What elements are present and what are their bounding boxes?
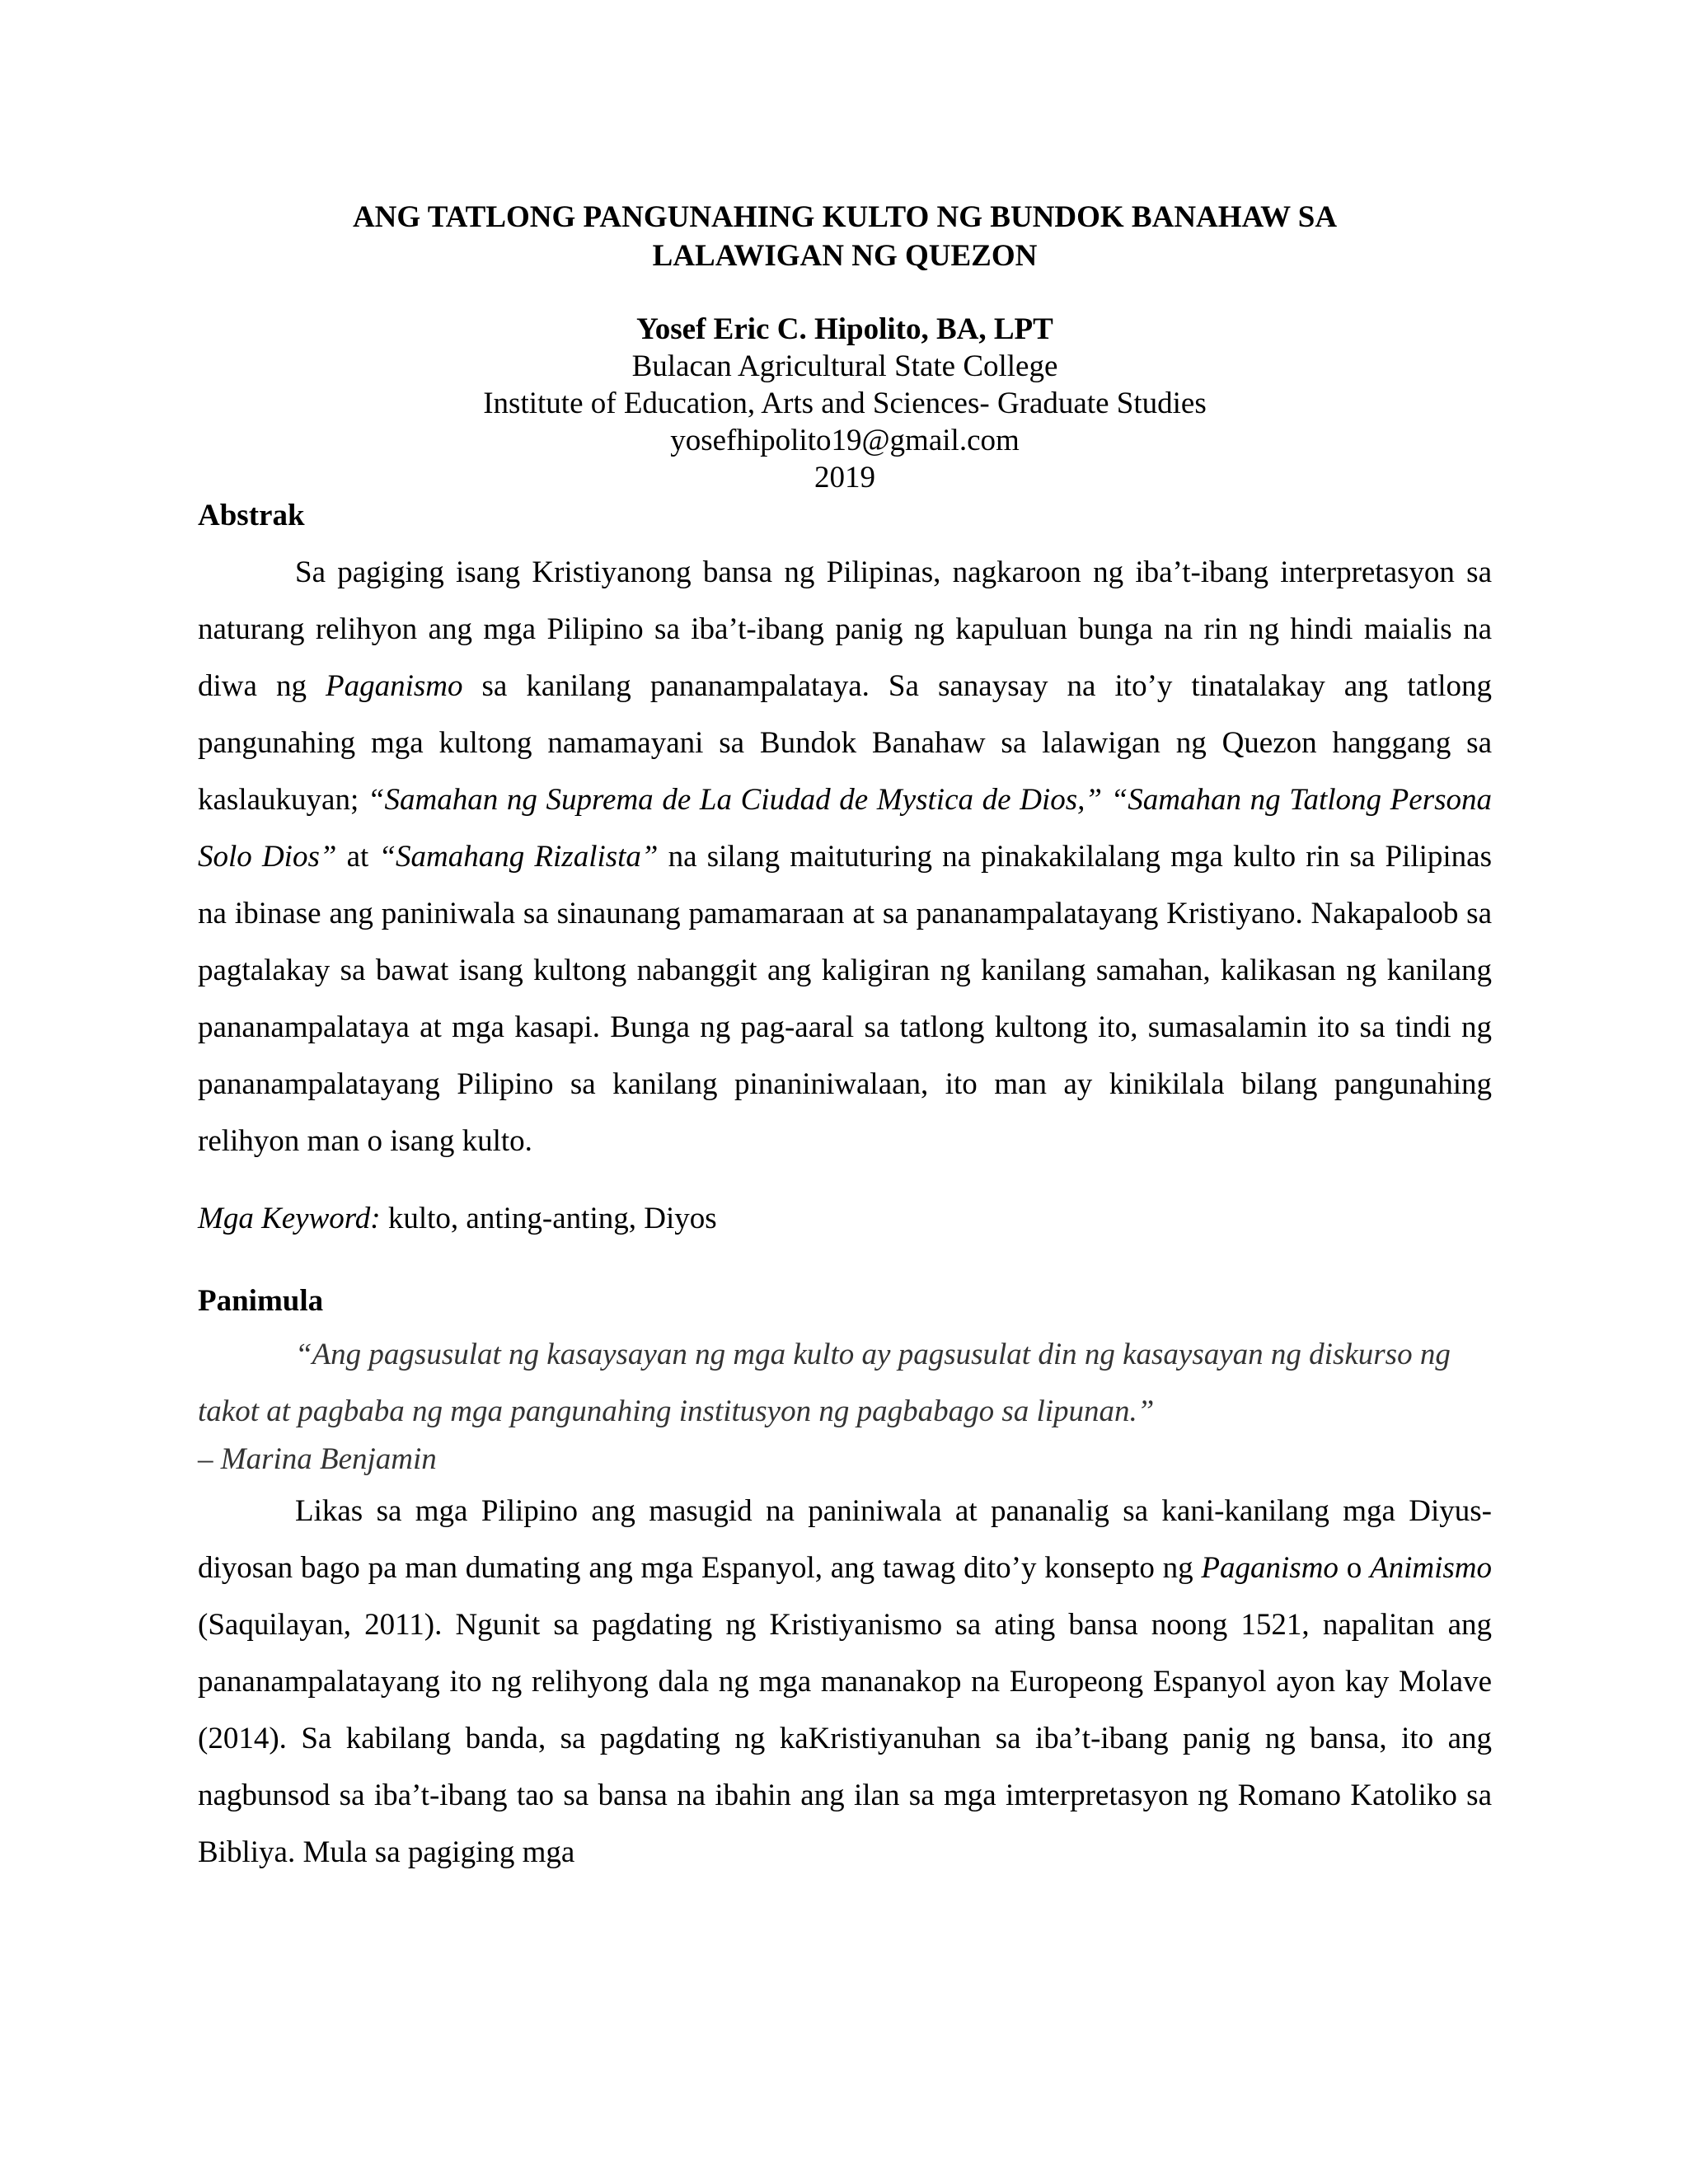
author-block — [198, 311, 1492, 496]
epigraph-quote: “Ang pagsusulat ng kasaysayan ng mga kulto ay pagsusulat din ng kasaysayan ng diskurso ng takot at pagbaba ng mga pangunahing institusyon ng pagbabago sa lipunan.” — [198, 1338, 1451, 1428]
title-line-1: ANG TATLONG PANGUNAHING KULTO NG BUNDOK BANAHAW SA — [352, 200, 1338, 234]
abstract-cult-1: “Samahan ng Suprema de La Ciudad de Mystica de Dios,” — [367, 783, 1102, 817]
panimula-text-o: o — [1338, 1551, 1370, 1585]
author-institution: Bulacan Agricultural State College — [631, 349, 1058, 383]
panimula-italic-paganismo: Paganismo — [1201, 1551, 1339, 1585]
abstract-text-3: na silang maituturing na pinakakilalang mga kulto rin sa Pilipinas na ibinase ang paniniwala sa sinaunang pamamaraan at sa pananampalatayang Kristiyano. Nakapaloob sa pagtalakay sa bawat isang kultong nabanggit ang kaligiran ng kanilang samahan, kalikasan ng kanilang pananampalataya at mga kasapi. Bunga ng pag-aaral sa tatlong kultong ito, sumasalamin ito sa tindi ng pananampalatayang Pilipino sa kanilang pinaniniwalaan, ito man ay kinikilala bilang pangunahing relihyon man o isang kulto. — [198, 840, 1492, 1158]
abstract-heading: Abstrak — [198, 499, 305, 532]
keywords-label: Mga Keyword: — [198, 1202, 381, 1235]
keywords-values: kulto, anting-anting, Diyos — [380, 1202, 717, 1235]
panimula-heading: Panimula — [198, 1284, 324, 1318]
panimula-text-1: Likas sa mga Pilipino ang masugid na paniniwala at pananalig sa kani-kanilang mga Diyus-diyosan bago pa man dumating ang mga Espanyol, ang tawag dito’y konsepto ng — [198, 1494, 1492, 1585]
abstract-conjunction: at — [336, 840, 379, 874]
abstract-paragraph — [198, 544, 1492, 1169]
abstract-italic-paganismo: Paganismo — [326, 669, 463, 703]
abstract-cult-3: “Samahang Rizalista” — [378, 840, 659, 874]
panimula-italic-animismo: Animismo — [1370, 1551, 1492, 1585]
abstract-text-1: Sa pagiging isang Kristiyanong bansa ng Pilipinas, nagkaroon ng iba’t-ibang interpretasyon sa naturang relihyon ang mga Pilipino sa iba’t-ibang panig ng kapuluan bunga na rin ng hindi maialis na diwa ng — [198, 555, 1492, 703]
paper-page — [198, 198, 1492, 1881]
paper-title — [198, 198, 1492, 275]
abstract-cult-2: “Samahan ng Tatlong Persona Solo Dios” — [198, 783, 1492, 874]
epigraph-author: – Marina Benjamin — [198, 1442, 437, 1476]
title-line-2: LALAWIGAN NG QUEZON — [652, 239, 1038, 273]
author-name: Yosef Eric C. Hipolito, BA, LPT — [636, 312, 1053, 346]
paper-year: 2019 — [814, 461, 875, 494]
keywords-line — [198, 1199, 1492, 1239]
panimula-paragraph — [198, 1483, 1492, 1881]
author-email: yosefhipolito19@gmail.com — [670, 424, 1020, 457]
panimula-text-2: (Saquilayan, 2011). Ngunit sa pagdating ng Kristiyanismo sa ating bansa noong 1521, napalitan ang pananampalatayang ito ng relihyong dala ng mga mananakop na Europeong Espanyol ayon kay Molave (2014). Sa kabilang banda, sa pagdating ng kaKristiyanuhan sa iba’t-ibang panig ng bansa, ito ang nagbunsod sa iba’t-ibang tao sa bansa na ibahin ang ilan sa mga imterpretasyon ng Romano Katoliko sa Bibliya. Mula sa pagiging mga — [198, 1608, 1492, 1869]
abstract-text-2: sa kanilang pananampalataya. Sa sanaysay na ito’y tinatalakay ang tatlong pangunahing mga kultong namamayani sa Bundok Banahaw sa lalawigan ng Quezon hanggang sa kaslaukuyan; — [198, 669, 1492, 817]
author-department: Institute of Education, Arts and Sciences- Graduate Studies — [483, 387, 1207, 420]
